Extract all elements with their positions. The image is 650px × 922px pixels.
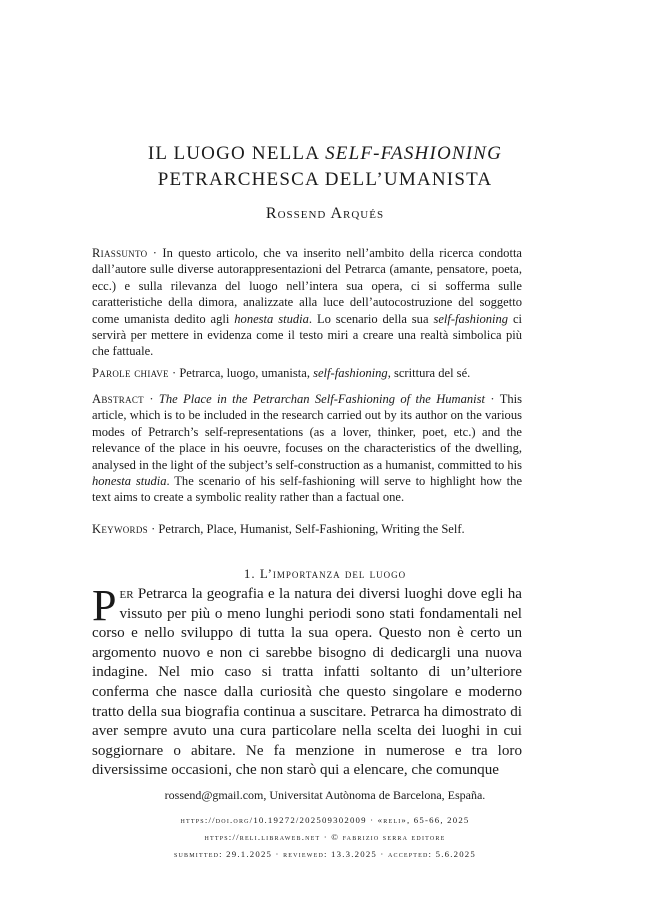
parole-chiave-block bbox=[92, 365, 522, 381]
section-heading: 1. L’importanza del luogo bbox=[243, 566, 407, 581]
title-line1-italic: SELF-FASHIONING bbox=[325, 143, 503, 164]
title-line2: PETRARCHESCA DELL’UMANISTA bbox=[157, 169, 493, 190]
parole-label: Parole chiave bbox=[92, 366, 169, 380]
riassunto-italic: honesta studia bbox=[234, 311, 309, 326]
riassunto-block bbox=[92, 245, 522, 360]
abstract-text: . The scenario of his self-fashioning will serve to highlight how the text aims to create a symbolic reality rather than a factual one. bbox=[92, 474, 523, 505]
abstract-title: The Place in the Petrarchan Self-Fashioning of the Humanist bbox=[158, 392, 486, 406]
riassunto-italic: self-fashioning bbox=[433, 311, 509, 326]
dates-line: submitted: 29.1.2025 · reviewed: 13.3.2025 · accepted: 5.6.2025 bbox=[173, 849, 476, 859]
title-line1-prefix: IL LUOGO NELLA bbox=[147, 143, 326, 164]
riassunto-label: Riassunto bbox=[92, 246, 148, 260]
author-name: Rossend Arqués bbox=[265, 205, 385, 222]
doi-line: https://doi.org/10.19272/202509302009 · «reli», 65-66, 2025 bbox=[180, 815, 470, 825]
article-title bbox=[60, 141, 590, 193]
body-text: Petrarca la geografia e la natura dei diversi luoghi dove egli ha vissuto per più o meno lunghi periodi sono stati fondamentali nel corso e nello sviluppo di tutta la sua opera. Questo non è certo un argomento nuovo e non ci sarebbe bisogno di dedicargli una nuova indagine. Nel mio caso si tratta infatti soltanto di un’ulteriore conferma che nasce dalla curiosità che questo singolare e moderno tratto della sua biografia continua a suscitare. Petrarca ha dimostrato di aver sempre avuto una cura particolare nella scelta dei luoghi in cui soggiornare o abitare. Ne fa menzione in numerose e tra loro diversissime occasioni, che non starò qui a elencare, che comunque bbox=[92, 586, 522, 779]
abstract-block bbox=[92, 391, 522, 506]
author-footnote: rossend@gmail.com, Universitat Autònoma de Barcelona, España. bbox=[164, 788, 486, 802]
abstract-label: Abstract bbox=[92, 392, 144, 406]
separator: · bbox=[147, 522, 159, 536]
drop-cap: P bbox=[92, 581, 117, 630]
separator: · bbox=[485, 392, 500, 406]
separator: · bbox=[168, 366, 180, 380]
body-paragraph bbox=[92, 581, 522, 781]
keywords-block bbox=[92, 521, 522, 537]
separator: · bbox=[143, 392, 159, 406]
riassunto-text: . Lo scenario della sua bbox=[308, 311, 434, 326]
keywords-text: Petrarch, Place, Humanist, Self-Fashioning, Writing the Self. bbox=[158, 522, 465, 536]
lead-in: er bbox=[119, 586, 134, 602]
separator: · bbox=[147, 246, 163, 260]
publisher-line: https://reli.libraweb.net · © fabrizio serra editore bbox=[204, 832, 446, 842]
parole-italic: self-fashioning bbox=[313, 366, 388, 380]
abstract-italic: honesta studia bbox=[92, 474, 167, 489]
riassunto-text: In questo articolo, che va inserito nell’ambito della ricerca condotta dall’autore sulle diverse autorappresentazioni del Petrarca (amante, pensatore, poeta, ecc.) e sulla rilevanza del luogo nell’intera sua opera, ci si sofferma sulle caratteristiche della dimora, analizzate alla luce dell’autocostruzione del soggetto come umanista dedito agli bbox=[92, 246, 522, 326]
parole-text: Petrarca, luogo, umanista, bbox=[179, 366, 314, 380]
keywords-label: Keywords bbox=[92, 522, 148, 536]
riassunto-text: ci servirà per mettere in evidenza come il testo miri a creare una realtà simbolica più che fattuale. bbox=[92, 311, 522, 359]
parole-text: , scrittura del sé. bbox=[387, 366, 471, 380]
abstract-text: This article, which is to be included in the research carried out by its author on the various modes of Petrarch’s self-representations (as a lover, thinker, poet, etc.) and the relevance of the place in his oeuvre, focuses on the characteristics of the dwelling, analysed in the light of the subject’s self-construction as a humanist, committed to his bbox=[92, 392, 523, 472]
